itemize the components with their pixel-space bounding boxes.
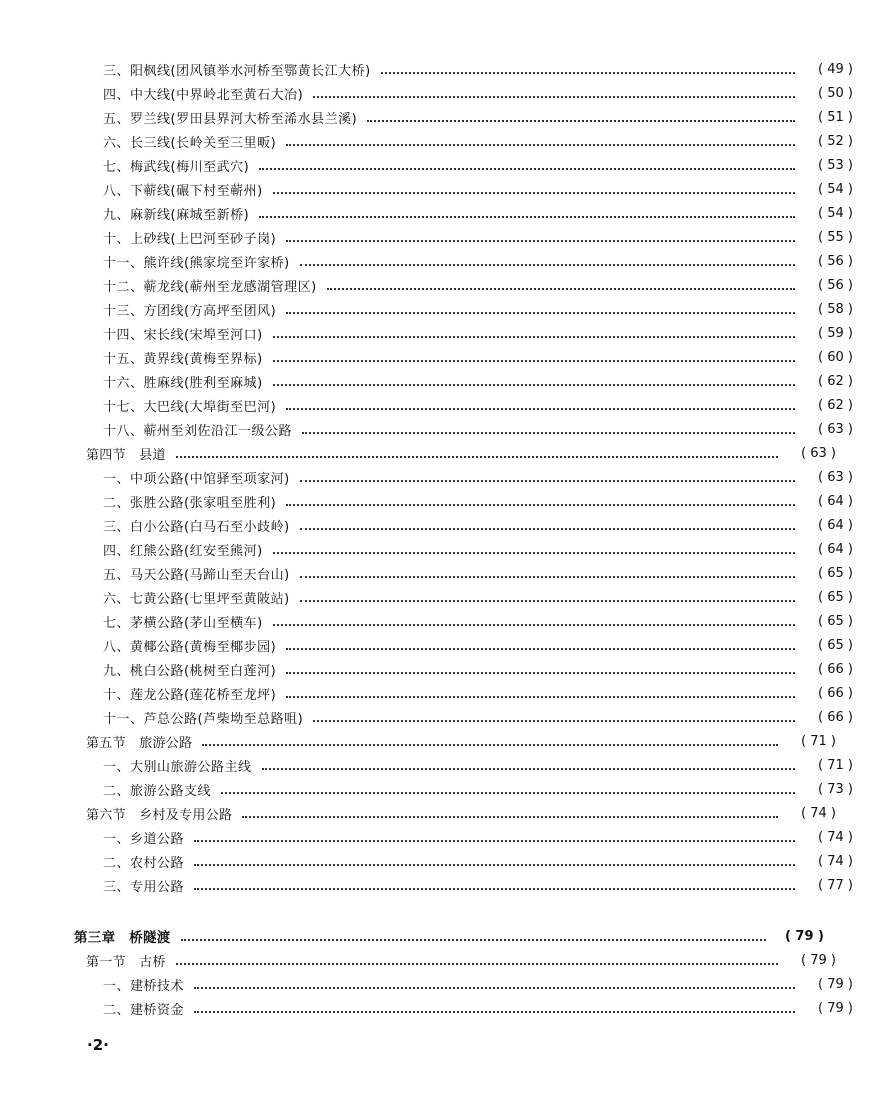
toc-page-number: ( 63 ) xyxy=(818,469,853,485)
toc-entry-title: 三、专用公路 xyxy=(103,879,185,895)
toc-page-number: ( 64 ) xyxy=(818,493,853,509)
toc-entry-title: 六、长三线(长岭关至三里畈) xyxy=(103,135,277,151)
dot-leader xyxy=(300,260,795,266)
toc-entry-title: 第五节 旅游公路 xyxy=(86,735,193,751)
toc-entry-title: 第六节 乡村及专用公路 xyxy=(86,807,233,823)
toc-page-number: ( 55 ) xyxy=(818,229,853,245)
toc-page-number: ( 59 ) xyxy=(818,325,853,341)
toc-page-number: ( 65 ) xyxy=(818,637,853,653)
toc-page-number: ( 77 ) xyxy=(818,877,853,893)
toc-page-number: ( 56 ) xyxy=(818,253,853,269)
dot-leader xyxy=(300,524,795,530)
toc-item-row[interactable] xyxy=(0,155,893,175)
dot-leader xyxy=(273,356,795,362)
toc-entry-title: 一、大别山旅游公路主线 xyxy=(103,759,252,775)
toc-entry-title: 十五、黄界线(黄梅至界标) xyxy=(103,351,263,367)
toc-item-row[interactable] xyxy=(0,395,893,415)
toc-page-number: ( 49 ) xyxy=(818,61,853,77)
dot-leader xyxy=(273,188,795,194)
toc-entry-title: 一、建桥技术 xyxy=(103,978,185,994)
dot-leader xyxy=(181,935,766,941)
toc-page-number: ( 66 ) xyxy=(818,661,853,677)
toc-entry-title: 十、莲龙公路(莲花桥至龙坪) xyxy=(103,687,277,703)
toc-item-row[interactable] xyxy=(0,539,893,559)
toc-entry-title: 九、桃白公路(桃树至白莲河) xyxy=(103,663,277,679)
dot-leader xyxy=(176,452,778,458)
toc-entry-title: 第四节 县道 xyxy=(86,447,166,463)
toc-item-row[interactable] xyxy=(0,467,893,487)
dot-leader xyxy=(286,236,795,242)
toc-page-number: ( 71 ) xyxy=(818,757,853,773)
toc-item-row[interactable] xyxy=(0,323,893,343)
toc-item-row[interactable] xyxy=(0,131,893,151)
dot-leader xyxy=(313,92,795,98)
dot-leader xyxy=(194,983,795,989)
toc-item-row[interactable] xyxy=(0,83,893,103)
dot-leader xyxy=(202,740,778,746)
toc-entry-title: 六、七黄公路(七里坪至黄陂站) xyxy=(103,591,290,607)
toc-entry-title: 三、白小公路(白马石至小歧岭) xyxy=(103,519,290,535)
toc-page-number: ( 65 ) xyxy=(818,589,853,605)
dot-leader xyxy=(286,308,795,314)
page-number: ·2· xyxy=(87,1036,109,1054)
toc-section-row[interactable] xyxy=(0,443,876,463)
toc-item-row[interactable] xyxy=(0,827,893,847)
toc-item-row[interactable] xyxy=(0,515,893,535)
toc-page-number: ( 73 ) xyxy=(818,781,853,797)
toc-item-row[interactable] xyxy=(0,347,893,367)
dot-leader xyxy=(286,500,795,506)
toc-item-row[interactable] xyxy=(0,635,893,655)
toc-entry-title: 一、乡道公路 xyxy=(103,831,185,847)
toc-entry-title: 十六、胜麻线(胜利至麻城) xyxy=(103,375,263,391)
toc-page-number: ( 63 ) xyxy=(818,421,853,437)
toc-page-number: ( 74 ) xyxy=(818,829,853,845)
toc-section-row[interactable] xyxy=(0,950,876,970)
toc-item-row[interactable] xyxy=(0,107,893,127)
toc-entry-title: 五、马天公路(马蹄山至天台山) xyxy=(103,567,290,583)
toc-item-row[interactable] xyxy=(0,251,893,271)
toc-page-number: ( 64 ) xyxy=(818,541,853,557)
toc-entry-title: 四、红熊公路(红安至熊河) xyxy=(103,543,263,559)
dot-leader xyxy=(221,788,795,794)
toc-entry-title: 五、罗兰线(罗田县界河大桥至浠水县兰溪) xyxy=(103,111,358,127)
toc-entry-title: 二、建桥资金 xyxy=(103,1002,185,1018)
dot-leader xyxy=(194,860,795,866)
dot-leader xyxy=(300,596,795,602)
toc-entry-title: 八、下蕲线(碾下村至蕲州) xyxy=(103,183,263,199)
toc-item-row[interactable] xyxy=(0,299,893,319)
toc-item-row[interactable] xyxy=(0,587,893,607)
dot-leader xyxy=(259,212,795,218)
toc-entry-title: 二、农村公路 xyxy=(103,855,185,871)
toc-page-number: ( 65 ) xyxy=(818,613,853,629)
dot-leader xyxy=(194,884,795,890)
toc-entry-title: 三、阳枫线(团风镇举水河桥至鄂黄长江大桥) xyxy=(103,63,371,79)
toc-page-number: ( 51 ) xyxy=(818,109,853,125)
toc-entry-title: 一、中项公路(中馆驿至项家河) xyxy=(103,471,290,487)
toc-page-number: ( 74 ) xyxy=(801,805,836,821)
toc-page-number: ( 53 ) xyxy=(818,157,853,173)
toc-entry-title: 十一、熊许线(熊家垸至许家桥) xyxy=(103,255,290,271)
dot-leader xyxy=(259,164,795,170)
toc-entry-title: 九、麻新线(麻城至新桥) xyxy=(103,207,250,223)
dot-leader xyxy=(300,476,795,482)
toc-page-number: ( 64 ) xyxy=(818,517,853,533)
toc-entry-title: 十一、芦总公路(芦柴坳至总路咀) xyxy=(103,711,304,727)
dot-leader xyxy=(262,764,795,770)
dot-leader xyxy=(367,116,795,122)
dot-leader xyxy=(194,836,795,842)
dot-leader xyxy=(381,68,795,74)
toc-item-row[interactable] xyxy=(0,59,893,79)
toc-page-number: ( 62 ) xyxy=(818,397,853,413)
toc-item-row[interactable] xyxy=(0,491,893,511)
toc-entry-title: 四、中大线(中界岭北至黄石大冶) xyxy=(103,87,304,103)
toc-page-number: ( 60 ) xyxy=(818,349,853,365)
toc-page-number: ( 58 ) xyxy=(818,301,853,317)
dot-leader xyxy=(313,716,795,722)
dot-leader xyxy=(286,644,795,650)
dot-leader xyxy=(286,140,795,146)
toc-page-number: ( 65 ) xyxy=(818,565,853,581)
toc-entry-title: 八、黄椰公路(黄梅至椰步园) xyxy=(103,639,277,655)
dot-leader xyxy=(273,380,795,386)
toc-item-row[interactable] xyxy=(0,179,893,199)
toc-item-row[interactable] xyxy=(0,707,893,727)
toc-page-number: ( 63 ) xyxy=(801,445,836,461)
dot-leader xyxy=(286,692,795,698)
toc-page-number: ( 52 ) xyxy=(818,133,853,149)
toc-item-row[interactable] xyxy=(0,203,893,223)
dot-leader xyxy=(176,959,778,965)
toc-entry-title: 十七、大巴线(大埠街至巴河) xyxy=(103,399,277,415)
dot-leader xyxy=(273,332,795,338)
toc-section-row[interactable] xyxy=(0,803,876,823)
toc-item-row[interactable] xyxy=(0,851,893,871)
toc-item-row[interactable] xyxy=(0,611,893,631)
toc-item-row[interactable] xyxy=(0,755,893,775)
toc-page-number: ( 79 ) xyxy=(801,952,836,968)
toc-page-number: ( 54 ) xyxy=(818,205,853,221)
dot-leader xyxy=(302,428,795,434)
toc-entry-title: 十三、方团线(方高坪至团风) xyxy=(103,303,277,319)
dot-leader xyxy=(242,812,778,818)
toc-entry-title: 十八、蕲州至刘佐沿江一级公路 xyxy=(103,423,293,439)
toc-chapter-row[interactable] xyxy=(0,926,864,946)
toc-item-row[interactable] xyxy=(0,875,893,895)
toc-entry-title: 十四、宋长线(宋埠至河口) xyxy=(103,327,263,343)
toc-page-number: ( 62 ) xyxy=(818,373,853,389)
dot-leader xyxy=(286,668,795,674)
toc-entry-title: 七、茅横公路(茅山至横车) xyxy=(103,615,263,631)
toc-item-row[interactable] xyxy=(0,998,893,1018)
dot-leader xyxy=(327,284,795,290)
toc-item-row[interactable] xyxy=(0,779,893,799)
toc-entry-title: 第三章 桥隧渡 xyxy=(74,930,171,946)
toc-page-number: ( 79 ) xyxy=(784,928,824,944)
toc-item-row[interactable] xyxy=(0,227,893,247)
toc-item-row[interactable] xyxy=(0,659,893,679)
toc-entry-title: 二、张胜公路(张家咀至胜利) xyxy=(103,495,277,511)
toc-page-number: ( 71 ) xyxy=(801,733,836,749)
toc-item-row[interactable] xyxy=(0,974,893,994)
toc-entry-title: 十二、蕲龙线(蕲州至龙感湖管理区) xyxy=(103,279,317,295)
toc-page-number: ( 56 ) xyxy=(818,277,853,293)
dot-leader xyxy=(300,572,795,578)
toc-section-row[interactable] xyxy=(0,731,876,751)
toc-page-number: ( 66 ) xyxy=(818,685,853,701)
dot-leader xyxy=(194,1007,795,1013)
toc-entry-title: 七、梅武线(梅川至武穴) xyxy=(103,159,250,175)
dot-leader xyxy=(286,404,795,410)
toc-page-number: ( 50 ) xyxy=(818,85,853,101)
toc-item-row[interactable] xyxy=(0,683,893,703)
toc-entry-title: 二、旅游公路支线 xyxy=(103,783,212,799)
toc-item-row[interactable] xyxy=(0,419,893,439)
toc-page-number: ( 74 ) xyxy=(818,853,853,869)
toc-page-number: ( 66 ) xyxy=(818,709,853,725)
toc-entry-title: 第一节 古桥 xyxy=(86,954,166,970)
toc-entry-title: 十、上砂线(上巴河至砂子岗) xyxy=(103,231,277,247)
dot-leader xyxy=(273,548,795,554)
toc-page-number: ( 79 ) xyxy=(818,976,853,992)
dot-leader xyxy=(273,620,795,626)
toc-page-number: ( 54 ) xyxy=(818,181,853,197)
toc-item-row[interactable] xyxy=(0,371,893,391)
toc-item-row[interactable] xyxy=(0,275,893,295)
toc-page-number: ( 79 ) xyxy=(818,1000,853,1016)
toc-item-row[interactable] xyxy=(0,563,893,583)
